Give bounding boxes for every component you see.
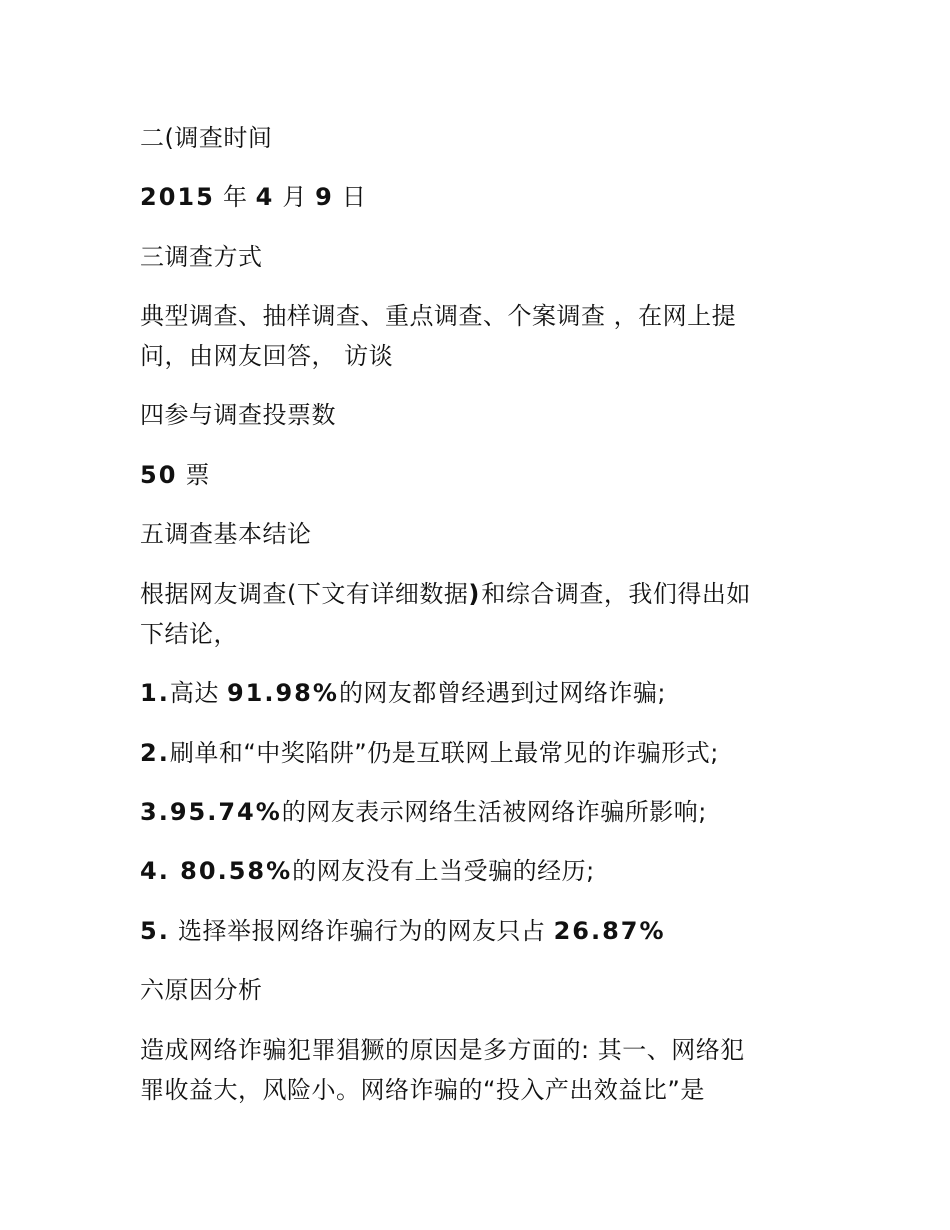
conclusion-2-text: 刷单和“中奖陷阱”仍是互联网上最常见的诈骗形式; (169, 739, 719, 767)
section-5-intro-line-1 (140, 576, 751, 612)
section-5-intro-line-2: 下结论， (140, 620, 238, 648)
conclusion-3-percent: 3.95.74% (140, 798, 282, 826)
conclusion-4-percent: 4. 80.58% (140, 857, 293, 885)
section-4-heading: 四参与调查投票数 (140, 401, 336, 429)
section-5-heading: 五调查基本结论 (140, 520, 312, 548)
section-3-body-line-2: 问，由网友回答， 访谈 (140, 342, 394, 370)
conclusion-5-text: 选择举报网络诈骗行为的网友只占 (169, 917, 554, 945)
intro-part-c: 和综合调查，我们得出如 (481, 580, 751, 608)
vote-count (140, 457, 210, 493)
date-month-char: 月 (282, 183, 307, 211)
conclusion-1-text-b: 的网友都曾经遇到过网络诈骗; (338, 679, 667, 707)
conclusion-4 (140, 853, 595, 889)
conclusion-1-percent: 91.98% (226, 679, 339, 707)
section-6-body-line-2: 罪收益大，风险小。网络诈骗的“投入产出效益比”是 (140, 1076, 705, 1104)
conclusion-1 (140, 675, 666, 711)
conclusion-3-text: 的网友表示网络生活被网络诈骗所影响; (281, 798, 707, 826)
conclusion-5-percent: 26.87% (553, 917, 666, 945)
conclusion-2-number: 2. (140, 739, 170, 767)
section-3-heading: 三调查方式 (140, 243, 263, 271)
section-3-body-line-1: 典型调查、抽样调查、重点调查、个案调查 ，在网上提 (140, 302, 737, 330)
date-day: 9 (315, 183, 334, 211)
conclusion-1-text-a: 高达 (169, 679, 227, 707)
date-year-char: 年 (222, 183, 248, 211)
conclusion-5 (140, 913, 666, 949)
vote-number: 50 (140, 461, 178, 489)
conclusion-4-text: 的网友没有上当受骗的经历; (292, 857, 595, 885)
intro-paren: ) (468, 580, 482, 608)
conclusion-3 (140, 794, 707, 830)
conclusion-1-number: 1. (140, 679, 170, 707)
section-6-heading: 六原因分析 (140, 976, 263, 1004)
conclusion-5-number: 5. (140, 917, 170, 945)
vote-unit: 票 (177, 461, 211, 489)
survey-date (140, 179, 366, 215)
conclusion-2 (140, 735, 719, 771)
intro-part-a: 根据网友调查(下文有详细数据 (140, 580, 469, 608)
section-6-body-line-1: 造成网络诈骗犯罪猖獗的原因是多方面的: 其一、网络犯 (140, 1036, 745, 1064)
date-day-char: 日 (341, 183, 367, 211)
date-year: 2015 (140, 183, 215, 211)
section-2-heading: 二(调查时间 (140, 124, 273, 152)
date-month: 4 (255, 183, 275, 211)
